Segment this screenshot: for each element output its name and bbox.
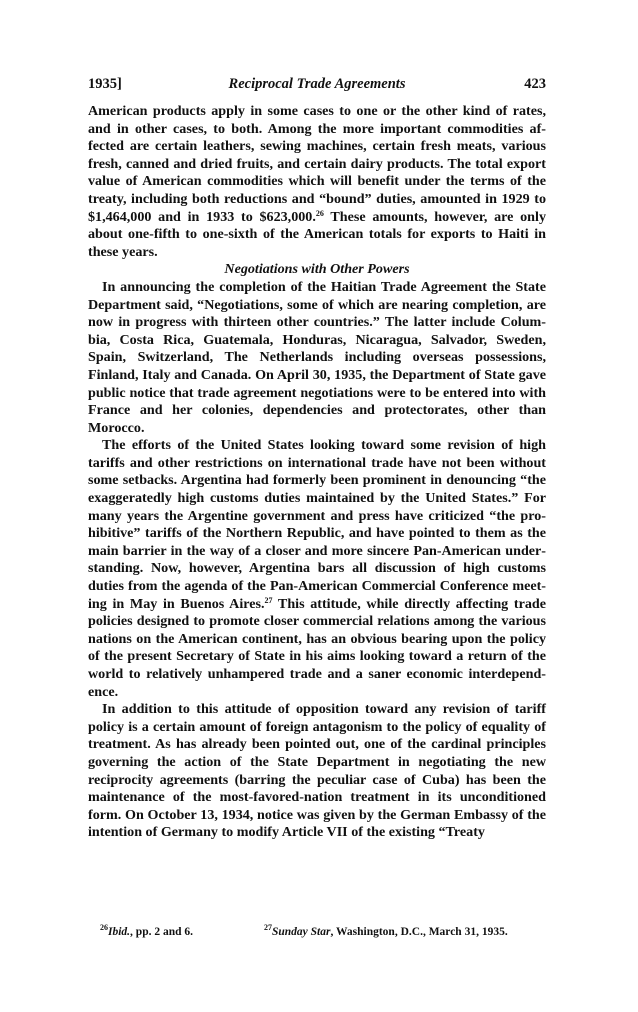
paragraph-1-end: These amounts, however, are only about one-fifth to one-sixth of the American totals for exports to Haiti in these years. bbox=[88, 208, 546, 260]
section-heading: Negotiations with Other Powers bbox=[224, 261, 410, 278]
footnote-26-number: 26 bbox=[100, 923, 108, 932]
page-number: 423 bbox=[524, 76, 546, 92]
footnotes bbox=[100, 923, 546, 944]
header-year: 1935] bbox=[88, 76, 122, 92]
footnote-27-source: Sunday Star bbox=[272, 926, 331, 938]
paragraph-3-text: The efforts of the United States looking toward some revision of high tariffs and other restrictions on international trade have not been without some setbacks. Argentina had formerly been prominent in denouncing “the exaggeratedly high customs duties maintained by the United States.” For many years the Argentine government and press have criticized “the prohibitive” tariffs of the Northern Republic, and have pointed to them as the main barrier in the way of a closer and more sincere Pan-American understanding. Now, however, Argentina bars all discussion of high customs duties from the agenda of the Pan-American Commercial Conference meeting in May in Buenos Aires. bbox=[88, 437, 546, 612]
footnote-26 bbox=[100, 923, 194, 938]
footnote-27-text: , Washington, D.C., March 31, 1935. bbox=[330, 926, 508, 938]
footnote-27 bbox=[264, 923, 508, 938]
footnote-27-number: 27 bbox=[264, 923, 272, 932]
paragraph-3 bbox=[88, 437, 546, 701]
footnote-ref-26: 26 bbox=[315, 208, 324, 218]
paragraph-3-end: This attitude, while directly affecting trade policies designed to promote closer commercial relations among the various nations on the American continent, has an obvious bearing upon the policy of the present Secretary of State in his aims looking toward a return of the world to relatively unhampered trade and a saner economic interdependence. bbox=[88, 595, 546, 700]
header-title: Reciprocal Trade Agreements bbox=[228, 76, 406, 92]
body-text bbox=[88, 103, 546, 842]
paragraph-2: In announcing the completion of the Haitian Trade Agreement the State Department said, “Negotiations, some of which are nearing completion, are now in progress with thirteen other countries.” The latter include Columbia, Costa Rica, Guatemala, Honduras, Nicaragua, Salvador, Sweden, Spain, Switzerland, The Netherlands including overseas possessions, Finland, Italy and Canada. On April 30, 1935, the Department of State gave public notice that trade agreement negotiations were to be entered into with France and her colonies, dependencies and protectorates, other than Morocco. bbox=[88, 278, 546, 436]
paragraph-4: In addition to this attitude of opposition toward any revision of tariff policy is a certain amount of foreign antagonism to the policy of equality of treatment. As has already been pointed out, one of the cardinal principles governing the action of the State Department in negotiating the new reciprocity agreements (barring the peculiar case of Cuba) has been the maintenance of the most-favored-nation treatment in its unconditioned form. On October 13, 1934, notice was given by the German Embassy of the intention of Germany to modify Article VII of the existing “Treaty bbox=[88, 701, 546, 841]
footnote-26-source: Ibid. bbox=[108, 926, 131, 938]
paragraph-1-text: American products apply in some cases to one or the other kind of rates, and in other cases, to both. Among the more important commodities affected are certain leathers, sewing machines, certain fresh meats, various fresh, canned and dried fruits, and certain dairy products. The total export value of American commodities which will benefit under the terms of the treaty, including both reductions and “bound” duties, amounted in 1929 to $1,464,000 and in 1933 to $623,000. bbox=[88, 103, 546, 225]
running-header bbox=[88, 76, 546, 96]
paragraph-1 bbox=[88, 103, 546, 261]
footnote-26-text: , pp. 2 and 6. bbox=[130, 926, 194, 938]
footnote-ref-27: 27 bbox=[264, 595, 273, 605]
